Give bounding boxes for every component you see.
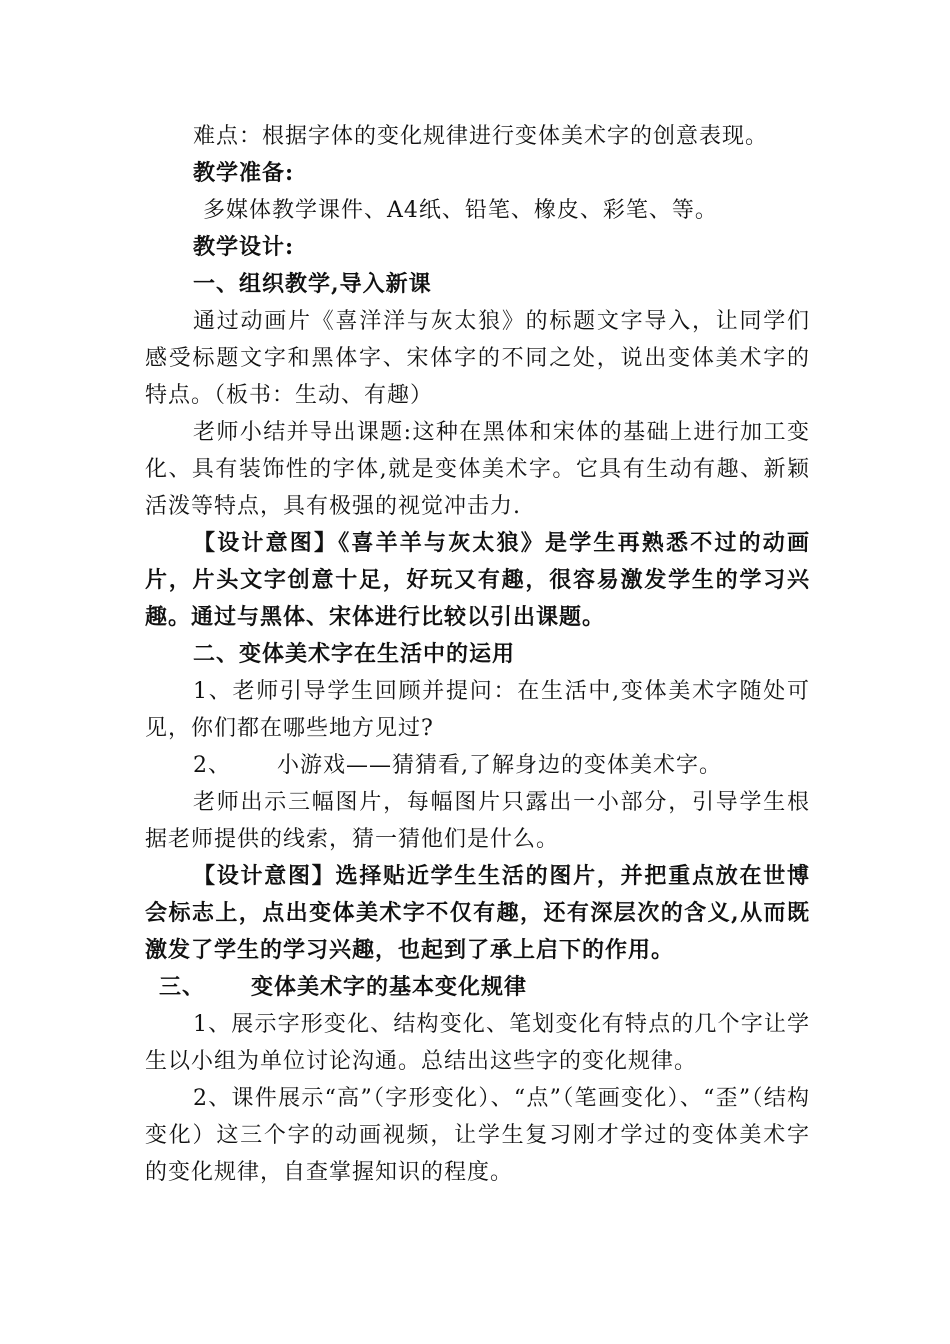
section-2-step-2-paragraph (145, 747, 810, 784)
design-heading: 教学设计: (193, 234, 295, 260)
section-2-title: 二、变体美术字在生活中的运用 (193, 641, 516, 667)
section-3-title (145, 969, 810, 1006)
section-1-design-intent: 【设计意图】《喜羊羊与灰太狼》是学生再熟悉不过的动画片，片头文字创意十足，好玩又有趣，很容易激发学生的学习兴趣。通过与黑体、宋体进行比较以引出课题。 (145, 530, 810, 630)
section-2-step-1-paragraph: 1、老师引导学生回顾并提问：在生活中,变体美术字随处可见，你们都在哪些地方见过? (145, 679, 810, 741)
section-3-step-1-paragraph: 1、展示字形变化、结构变化、笔划变化有特点的几个字让学生以小组为单位讨论沟通。总结出这些字的变化规律。 (145, 1012, 810, 1074)
section-3-step-2-paragraph: 2、课件展示“高”（字形变化）、“点”（笔画变化）、“歪”（结构变化）这三个字的动画视频，让学生复习刚才学过的变体美术字的变化规律，自查掌握知识的程度。 (145, 1086, 810, 1185)
section-2-step-2-detail-paragraph: 老师出示三幅图片，每幅图片只露出一小部分，引导学生根据老师提供的线索，猜一猜他们是什么。 (145, 790, 810, 852)
section-1-summary-paragraph: 老师小结并导出课题:这种在黑体和宋体的基础上进行加工变化、具有装饰性的字体,就是变体美术字。它具有生动有趣、新颖活泼等特点，具有极强的视觉冲击力. (145, 420, 810, 519)
difficulty-paragraph: 难点：根据字体的变化规律进行变体美术字的创意表现。 (193, 124, 769, 149)
section-1-intro-paragraph: 通过动画片《喜洋洋与灰太狼》的标题文字导入，让同学们感受标题文字和黑体字、宋体字的不同之处，说出变体美术字的特点。（板书：生动、有趣） (145, 309, 810, 408)
lesson-plan-body (145, 118, 810, 1191)
section-2-step-2-number: 2、 (193, 753, 231, 778)
section-3-number: 三、 (159, 974, 206, 1000)
prep-items-paragraph: 多媒体教学课件、A4纸、铅笔、橡皮、彩笔、等。 (203, 198, 718, 223)
section-2-design-intent: 【设计意图】选择贴近学生生活的图片，并把重点放在世博会标志上，点出变体美术字不仅有趣，还有深层次的含义,从而既激发了学生的学习兴趣，也起到了承上启下的作用。 (145, 863, 810, 963)
section-2-step-2-text: 小游戏——猜猜看,了解身边的变体美术字。 (277, 753, 722, 778)
prep-heading: 教学准备: (193, 160, 295, 186)
section-3-title-text: 变体美术字的基本变化规律 (251, 974, 528, 1000)
section-1-title: 一、组织教学,导入新课 (193, 271, 432, 297)
